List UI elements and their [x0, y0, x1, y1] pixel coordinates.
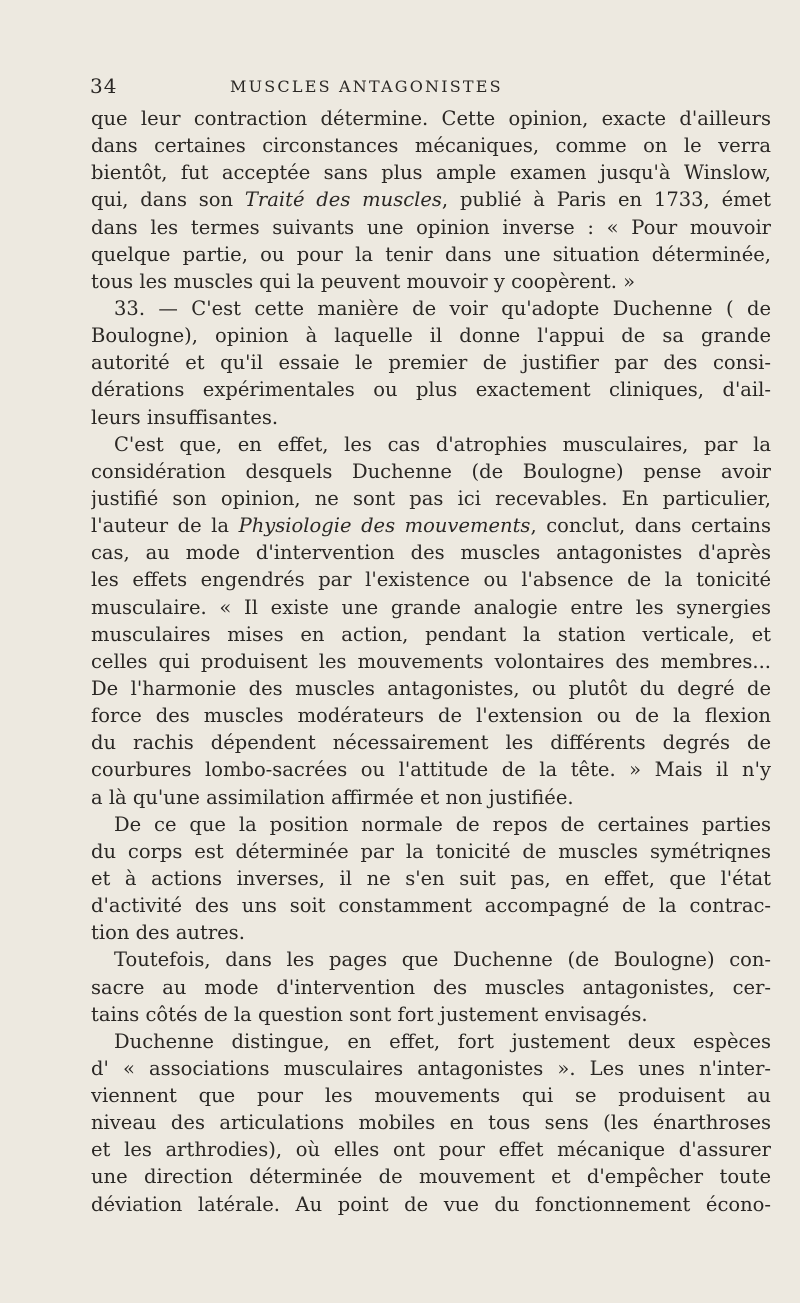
text-line	[91, 648, 771, 675]
text-line	[91, 241, 771, 268]
text-segment: celles qui produisent les mouvements volontaires des membres...	[91, 649, 771, 673]
text-line	[91, 756, 771, 783]
text-line	[91, 919, 771, 946]
text-segment: Toutefois, dans les pages que Duchenne (de Boulogne) con-	[114, 948, 771, 972]
text-segment: De l'harmonie des muscles antagonistes, ou plutôt du degré de	[91, 676, 771, 700]
text-segment: dans certaines circonstances mécaniques, comme on le verra	[91, 134, 771, 158]
running-title: MUSCLES ANTAGONISTES	[230, 77, 503, 96]
text-segment: qui, dans son	[91, 188, 245, 212]
text-segment: bientôt, fut acceptée sans plus ample examen jusqu'à Winslow,	[91, 161, 771, 185]
text-line	[91, 485, 771, 512]
text-line	[91, 322, 771, 349]
text-line	[91, 946, 771, 973]
text-segment: l'auteur de la	[91, 514, 239, 538]
text-line	[91, 186, 771, 213]
text-segment: De ce que la position normale de repos de certaines parties	[114, 812, 771, 836]
text-segment: force des muscles modérateurs de l'extension ou de la flexion	[91, 704, 771, 728]
text-line	[91, 702, 771, 729]
text-line	[91, 675, 771, 702]
text-segment: d'activité des uns soit constamment accompagné de la contrac-	[91, 894, 771, 918]
text-segment: tous les muscles qui la peuvent mouvoir y coopèrent. »	[91, 269, 636, 293]
text-line	[91, 811, 771, 838]
text-segment: a là qu'une assimilation affirmée et non justifiée.	[91, 785, 574, 809]
text-segment: cas, au mode d'intervention des muscles antagonistes d'après	[91, 541, 771, 565]
text-segment: du rachis dépendent nécessairement les différents degrés de	[91, 731, 771, 755]
text-line	[91, 729, 771, 756]
text-segment: que leur contraction détermine. Cette opinion, exacte d'ailleurs	[91, 107, 771, 130]
text-line	[91, 295, 771, 322]
text-line	[91, 566, 771, 593]
running-head	[90, 74, 770, 100]
text-line	[91, 376, 771, 403]
text-line	[91, 892, 771, 919]
text-segment: Boulogne), opinion à laquelle il donne l'appui de sa grande	[91, 324, 771, 348]
text-segment: musculaires mises en action, pendant la station verticale, et	[91, 622, 771, 646]
text-line	[91, 431, 771, 458]
book-title-italic: Physiologie des mouvements	[238, 514, 531, 538]
text-line	[91, 268, 771, 295]
page-number: 34	[90, 74, 118, 98]
text-segment: justifié son opinion, ne sont pas ici recevables. En particulier,	[91, 486, 771, 510]
text-segment: courbures lombo-sacrées ou l'attitude de la tête. » Mais il n'y	[91, 758, 771, 782]
text-segment: Duchenne distingue, en effet, fort justement deux espèces	[114, 1029, 771, 1053]
text-segment: et les arthrodies), où elles ont pour effet mécanique d'assurer	[91, 1138, 771, 1162]
text-line	[91, 1055, 771, 1082]
text-segment: d' « associations musculaires antagonistes ». Les unes n'inter-	[91, 1056, 771, 1080]
text-segment: du corps est déterminée par la tonicité de muscles symétriqnes	[91, 839, 771, 863]
text-line	[91, 1109, 771, 1136]
book-title-italic: Traité des muscles	[244, 188, 442, 212]
text-line	[91, 1028, 771, 1055]
text-segment: sacre au mode d'intervention des muscles antagonistes, cer-	[91, 975, 771, 999]
text-line	[91, 838, 771, 865]
text-segment: dérations expérimentales ou plus exactement cliniques, d'ail-	[91, 378, 771, 402]
text-line	[91, 349, 771, 376]
text-segment: niveau des articulations mobiles en tous sens (les énarthroses	[91, 1111, 771, 1135]
text-line	[91, 974, 771, 1001]
text-line	[91, 539, 771, 566]
text-segment: viennent que pour les mouvements qui se produisent au	[91, 1084, 771, 1108]
text-segment: quelque partie, ou pour la tenir dans une situation déterminée,	[91, 242, 771, 266]
text-line	[91, 865, 771, 892]
text-line	[91, 404, 771, 431]
text-segment: 33. — C'est cette manière de voir qu'adopte Duchenne ( de	[114, 296, 771, 320]
text-segment: leurs insuffisantes.	[91, 405, 279, 429]
text-line	[91, 214, 771, 241]
body-text	[91, 105, 771, 1218]
text-segment: dans les termes suivants une opinion inverse : « Pour mouvoir	[91, 215, 771, 239]
text-line	[91, 594, 771, 621]
text-line	[91, 1001, 771, 1028]
text-line	[91, 159, 771, 186]
text-segment: autorité et qu'il essaie le premier de justifier par des consi-	[91, 351, 771, 375]
text-line	[91, 132, 771, 159]
text-segment: considération desquels Duchenne (de Boulogne) pense avoir	[91, 459, 771, 483]
text-line	[91, 784, 771, 811]
text-segment: les effets engendrés par l'existence ou l'absence de la tonicité	[91, 568, 771, 592]
text-segment: et à actions inverses, il ne s'en suit pas, en effet, que l'état	[91, 866, 771, 890]
text-line	[91, 512, 771, 539]
text-segment: une direction déterminée de mouvement et d'empêcher toute	[91, 1165, 771, 1189]
text-segment: , conclut, dans certains	[530, 514, 771, 538]
text-line	[91, 105, 771, 132]
text-segment: musculaire. « Il existe une grande analogie entre les synergies	[91, 595, 771, 619]
text-line	[91, 1163, 771, 1190]
text-line	[91, 1191, 771, 1218]
text-segment: tains côtés de la question sont fort justement envisagés.	[91, 1002, 648, 1026]
text-line	[91, 458, 771, 485]
text-segment: , publié à Paris en 1733, émet	[441, 188, 771, 212]
text-line	[91, 621, 771, 648]
text-segment: déviation latérale. Au point de vue du fonctionnement écono-	[91, 1192, 771, 1216]
text-line	[91, 1136, 771, 1163]
text-segment: C'est que, en effet, les cas d'atrophies musculaires, par la	[114, 432, 771, 456]
text-line	[91, 1082, 771, 1109]
text-segment: tion des autres.	[91, 921, 245, 945]
